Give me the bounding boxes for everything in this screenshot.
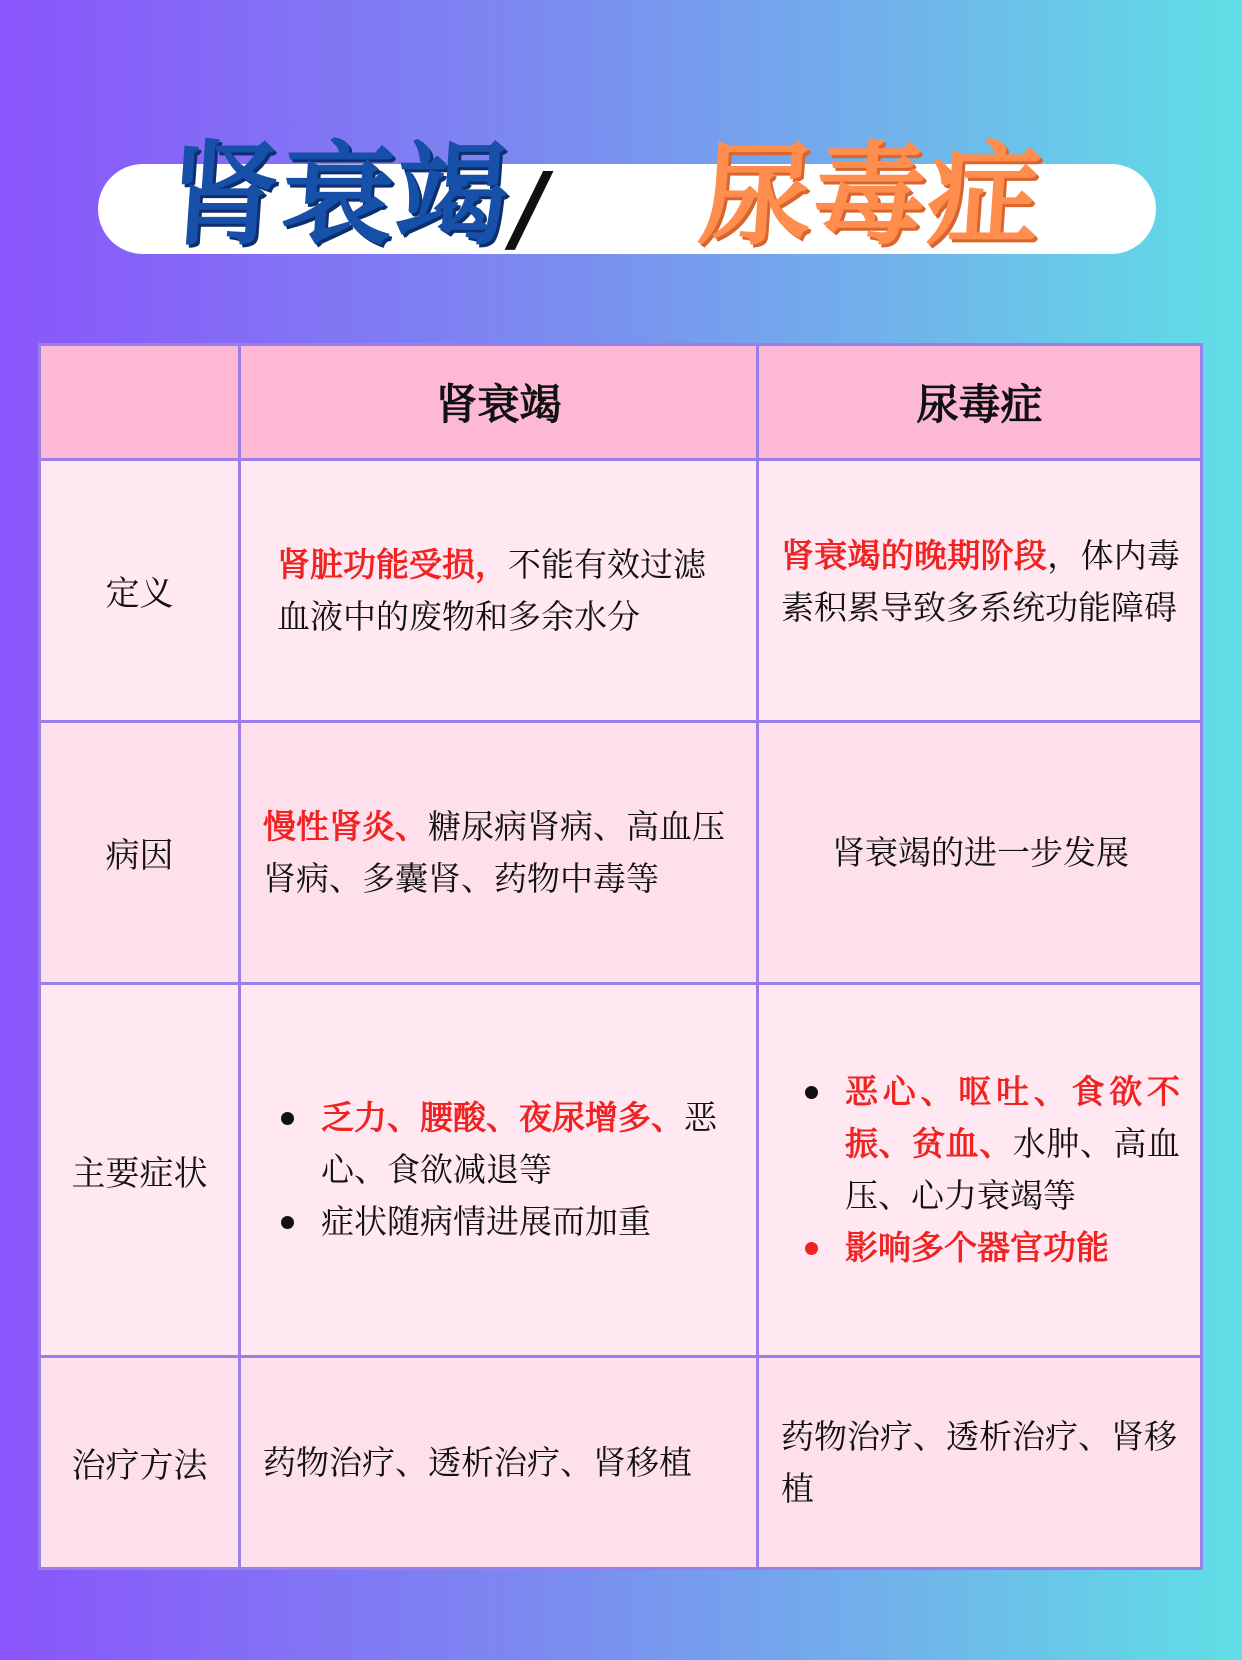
body-text: 恶心、食欲减退等: [321, 1098, 717, 1189]
header-uremia: 尿毒症: [758, 345, 1202, 460]
list-item: [321, 1196, 736, 1248]
body-text: 糖尿病肾病、高血压肾病、多囊肾、药物中毒等: [263, 806, 725, 898]
cell-cause-kidney-failure: [240, 722, 758, 984]
row-label-definition: 定义: [40, 460, 240, 722]
body-text: 肾衰竭的进一步发展: [832, 832, 1129, 872]
body-text: ，体内毒素积累导致多系统功能障碍: [781, 535, 1181, 627]
table-row-treatment: [40, 1357, 1202, 1569]
body-text: 不能有效过滤血液中的废物和多余水分: [277, 544, 706, 636]
body-text: 症状随病情进展而加重: [321, 1202, 651, 1241]
cell-symptoms-uremia: [758, 984, 1202, 1357]
cell-treatment-uremia: [758, 1357, 1202, 1569]
body-text: 药物治疗、透析治疗、肾移植: [781, 1416, 1177, 1508]
comparison-table: [38, 343, 1203, 1570]
highlight-text: 肾衰竭的晚期阶段: [781, 535, 1048, 575]
list-item: [845, 1222, 1180, 1274]
table-row-cause: [40, 722, 1202, 984]
row-label-treatment: 治疗方法: [40, 1357, 240, 1569]
cell-treatment-kidney-failure: [240, 1357, 758, 1569]
cell-definition-uremia: [758, 460, 1202, 722]
body-text: 水肿、高血压、心力衰竭等: [845, 1124, 1181, 1215]
header-empty-cell: [40, 345, 240, 460]
highlight-text: 肾脏功能受损，: [277, 544, 508, 584]
highlight-text: 慢性肾炎、: [263, 806, 428, 846]
highlight-text: 乏力、腰酸、夜尿增多、: [321, 1098, 684, 1137]
header-kidney-failure: 肾衰竭: [240, 345, 758, 460]
highlight-text: 恶心、呕吐、食欲不振、贫血、: [845, 1072, 1180, 1163]
title-uremia: 尿毒症: [695, 131, 1047, 261]
row-label-cause: 病因: [40, 722, 240, 984]
table-row-symptoms: [40, 984, 1202, 1357]
table-header-row: [40, 345, 1202, 460]
body-text: 药物治疗、透析治疗、肾移植: [263, 1442, 692, 1482]
title-kidney-failure: 肾衰竭: [163, 131, 515, 261]
highlight-text: 影响多个器官功能: [845, 1228, 1109, 1267]
row-label-symptoms: 主要症状: [40, 984, 240, 1357]
cell-symptoms-kidney-failure: [240, 984, 758, 1357]
list-item: [321, 1092, 736, 1196]
list-item: [845, 1066, 1180, 1222]
table-row-definition: [40, 460, 1202, 722]
cell-definition-kidney-failure: [240, 460, 758, 722]
cell-cause-uremia: [758, 722, 1202, 984]
title-separator: /: [502, 152, 559, 264]
